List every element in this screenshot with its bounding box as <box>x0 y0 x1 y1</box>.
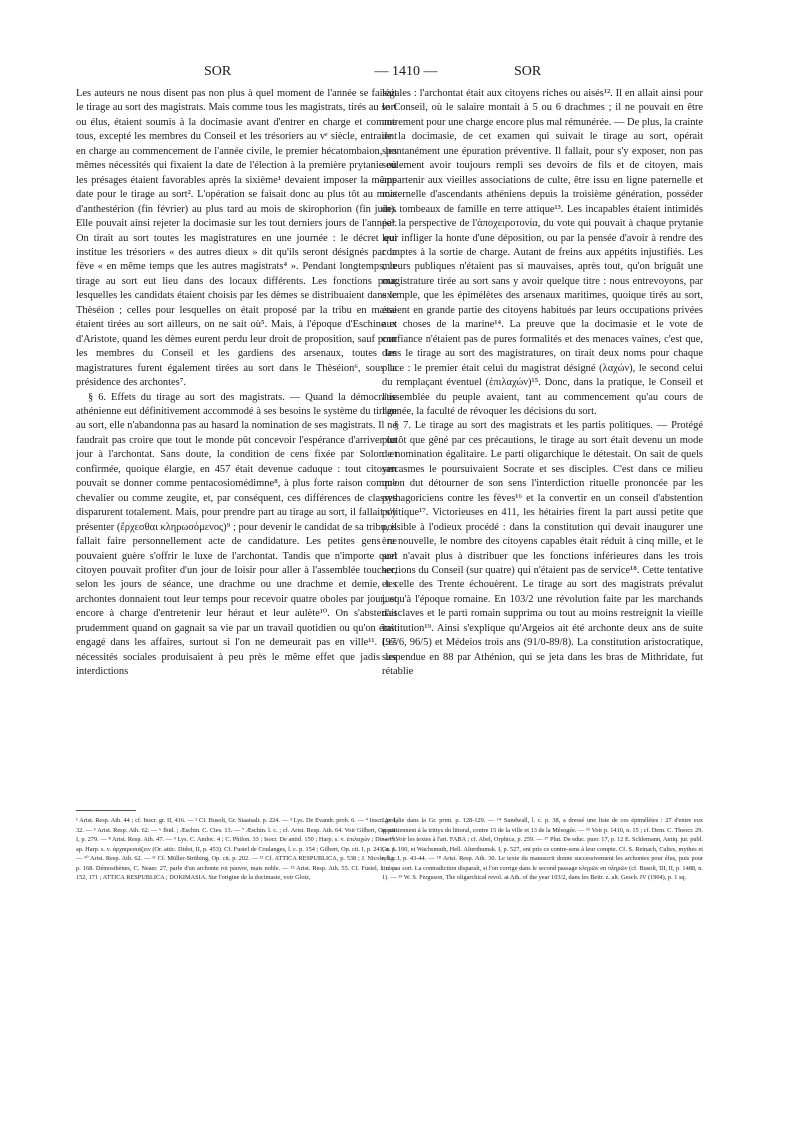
paragraph: § 7. Le tirage au sort des magistrats et les partis politiques. — Protégé plutôt que gêné par ces précautions, le tirage au sort était devenu un mode de nomination égalitaire. Le parti oligarchique le détestait. On sait de quels sarcasmes le poursuivaient Socrate et ses disciples. C'est dans ce milieu qu'on dut détourner de son sens l'interdiction rituelle prononcée par les pythagoriciens contre les fèves¹⁶ et la convertir en un conseil d'abstention politique¹⁷. Victorieuses en 411, les hétairies firent la part aussi petite que possible à l'odieux procédé : dans la constitution qui devait inaugurer une ère nouvelle, le nombre des citoyens capables était réduit à cinq mille, et le sort n'avait plus à distribuer que les fonctions inférieures dans les trois sections du Conseil (sur quatre) qui n'étaient pas de service¹⁸. Cette tentative et celle des Trente échouèrent. Le tirage au sort des magistrats prévalut jusqu'à l'époque romaine. En 103/2 une révolution faite par les marchands d'esclaves et le parti romain supprima ou tout au moins restreignit la vieille institution¹⁹. Ainsi s'explique qu'Argeios ait été archonte deux ans de suite (97/6, 96/5) et Médeios trois ans (91/0-89/8). La constitution aristocratique, suspendue en 88 par Athénion, qui se jeta dans les bras de Mithridate, fut rétablie <box>382 420 703 678</box>
right-column <box>382 87 703 680</box>
paragraph: Les auteurs ne nous disent pas non plus à quel moment de l'année se faisait le tirage au sort des magistrats. Mais comme tous les magistrats, tirés au sort ou élus, étaient soumis à la docimasie avant d'entrer en charge et comme tous, excepté les membres du Conseil et les trésoriers au vᵉ siècle, entraient en charge au commencement de l'année civile, le premier hécatombaion, les mêmes nécessités qui fixaient la date de l'élection à la première prytanie où les présages étaient favorables après la sixième¹ devaient imposer la même date pour le tirage au sort². L'opération se faisait donc au plus tôt au mois d'anthestérion (fin février) au plus tard au mois de skirophorion (fin juin). Elle pouvait ainsi rejeter la docimasie sur les tout derniers jours de l'année³. On tirait au sort toutes les magistratures en une journée : le décret qui institue les trésoriers « des autres dieux » dit qu'ils seront désignés par la fève « en même temps que les autres magistrats⁴ ». Pendant longtemps, le tirage au sort eut lieu dans des locaux différents. Les fonctions pour lesquelles les candidats étaient choisis par les dèmes se distribuaient dans le Thèséion ; celles pour lesquelles on était proposé par la tribu en masse étaient tirées au sort ailleurs, on ne sait où⁵. Mais, à l'époque d'Eschine et d'Aristote, quand les dèmes eurent perdu leur droit de proposition, sauf pour les membres du Conseil et les gardiens des arsenaux, toutes les magistratures furent également tirées au sort dans le Thèséion⁶, sous la présidence des archontes⁷. <box>76 88 397 389</box>
footnotes-left: ¹ Arist. Resp. Ath. 44 ; cf. Inscr. gr. II, 416. — ² Cf. Busolt, Gr. Staatsalt. p. 224. — ³ Lys. De Evandr. prob. 6. — ⁴ Inscr. gr. I, 32. — ⁵ Arist. Resp. Ath. 62. — ⁶ Ibid. ; Æschin. C. Ctes. 13. — ⁷ Æschin. l. c. ; cf. Arist. Resp. Ath. 64. Voir Gilbert, Op. cit. I, p. 279. — ⁸ Arist. Resp. Ath. 47. — ⁹ Lys. C. Andoc. 4 ; C. Philon. 33 ; Isocr. De antid. 150 ; Harp. s. v. ἐπιλαχών ; Dinarch. ap. Harp. s. v. ἀρχαιρεσιάζειν (Or. attic. Didot, II, p. 453). Cf. Fustel de Coulanges, l. c. p. 154 ; Gilbert, Op. cit. I, p. 241, n. 1. — ¹⁰ Arist. Resp. Ath. 62. — ¹¹ Cf. Müller-Strübing, Op. cit. p. 202. — ¹² Cf. ATTICA RESPUBLICA, p. 538 ; J. Nicole, l. c. p. 168. Démosthènes, C. Neaer. 27, parle d'un archonte roi pauvre, mais noble. — ¹³ Arist. Resp. Ath. 55. Cf. Fustel, l. c. p. 152, 171 ; ATTICA RESPUBLICA ; DOKIMASIA. Sur l'origine de la docimasie, voir Glotz, <box>76 817 397 881</box>
paragraph: § 6. Effets du tirage au sort des magistrats. — Quand la démocratie athénienne eut définitivement accommodé à ses besoins le système du tirage au sort, elle n'abandonna pas au hasard la nomination de ses magistrats. Il ne faudrait pas croire que tout le monde pût concevoir l'espérance d'arriver un jour à l'archontat. Sans doute, la condition de cens fixée par Solon et confirmée, quoique élargie, en 457 était devenue caduque : tout citoyen pouvait se donner comme pentacosiomédimne⁸, à plus forte raison comme chevalier ou comme zeugite, et, par conséquent, ces différences de classes disparurent totalement. Mais, pour prendre part au tirage au sort, il fallait s'y présenter (ἔρχεσθαι κληρωσόμενος)⁹ ; pour devenir le candidat de sa tribu, il fallait faire personnellement acte de candidature. Les petites gens ne pouvaient guère s'offrir le luxe de l'archontat. Tandis que n'importe quel citoyen pouvait profiter d'un jour de loisir pour aller à l'assemblée toucher, selon les jours de séance, une drachme ou une drachme et demie, les archontes donnaient tout leur temps pour recevoir quatre oboles par jour, et encore à charge d'entretenir leur héraut et leur aulète¹⁰. On s'abstenait prudemment quand on gagnait sa vie par un travail quotidien ou qu'on était engagé dans les affaires, surtout si l'on ne demeurait pas en ville¹¹. Les nécessités sociales produisaient à peu près le même effet que jadis les interdictions <box>76 391 397 678</box>
footnotes-right: L'ordalie dans la Gr. prim. p. 128-129. — ¹⁴ Sundwall, l. c. p. 38, a dressé une liste de ces épimélètes : 27 d'entre eux appartiennent à la trittys du littoral, contre 15 de la ville et 13 de la Mésogée. — ¹⁵ Voir p. 1410, n. 15 ; cf. Dem. C. Theocr. 29. — ¹⁶ Voir les textes à l'art. FABA ; cf. Abel, Orphica, p. 259. — ¹⁷ Plut. De educ. puer. 17, p. 12 E. Schlemann, Antiq. jur. publ. Gr. p. 100, et Wachsmuth, Hell. Alterthumsk. I, p. 527, ont pris ce contre-sens à leur compte. Cf. S. Reinach, Cultes, mythes et relig. I, p. 43-44. — ¹⁸ Arist. Resp. Ath. 30. Le texte du manuscrit donne successivement les archontes pour élus, puis pour tirés au sort. La contradiction disparaît, si l'on corrige dans le second passage κληρῶν en πληρῶν (cf. Busolt, III, II, p. 1488, n. 1). — ¹⁹ W. S. Ferguson, The oligarchical revol. at Ath. of the year 103/2, dans les Beitr. z. alt. Gesch. IV (1904), p. 1 sq. <box>382 817 703 881</box>
footnote-rule <box>76 810 136 811</box>
page-number: — 1410 — <box>374 64 438 79</box>
running-head-right: SOR <box>514 64 542 79</box>
running-head-left: SOR <box>204 64 232 79</box>
left-column <box>76 87 397 680</box>
running-header <box>76 64 736 86</box>
paragraph: légales : l'archontat était aux citoyens riches ou aisés¹². Il en allait ainsi pour le Conseil, où le salaire montait à 5 ou 6 drachmes ; il ne pouvait en être autrement pour une charge encore plus mal rémunérée. — De plus, la crainte de la docimasie, de cet examen qui suivait le tirage au sort, opérait spontanément une épuration préventive. Il fallait, pour s'y exposer, non pas seulement avoir toujours rempli ses devoirs de fils et de citoyen, mais appartenir aux vieilles associations de culte, être issu en ligne paternelle et maternelle d'ascendants athéniens depuis la troisième génération, posséder des tombeaux de famille en terre attique¹³. Les incapables étaient intimidés par la perspective de l'ἀποχειροτονία, du vote qui pouvait à chaque prytanie leur infliger la honte d'une déposition, ou par la pensée d'avoir à rendre des comptes à la sortie de charge. Autant de freins aux appétits injustifiés. Les mœurs publiques n'étaient pas si mauvaises, après tout, qu'on briguât une magistrature tirée au sort sans y avoir quelque titre : nous entrevoyons, par exemple, que les épimélètes des arsenaux maritimes, quoique tirés au sort, étaient en grande partie des citoyens habitués par leurs occupations privées aux choses de la marine¹⁴. La preuve que la docimasie et le vote de confiance n'étaient pas de pures formalités et des menaces vaines, c'est que, dans le tirage au sort des magistratures, on tirait deux noms pour chaque place : le premier était celui du magistrat désigné (λαχών), le second celui du remplaçant éventuel (ἐπιλαχών)¹⁵. Donc, dans la pratique, le Conseil et l'assemblée du peuple avaient, tant au commencement qu'au cours de l'année, la faculté de révoquer les décisions du sort. <box>382 88 703 417</box>
